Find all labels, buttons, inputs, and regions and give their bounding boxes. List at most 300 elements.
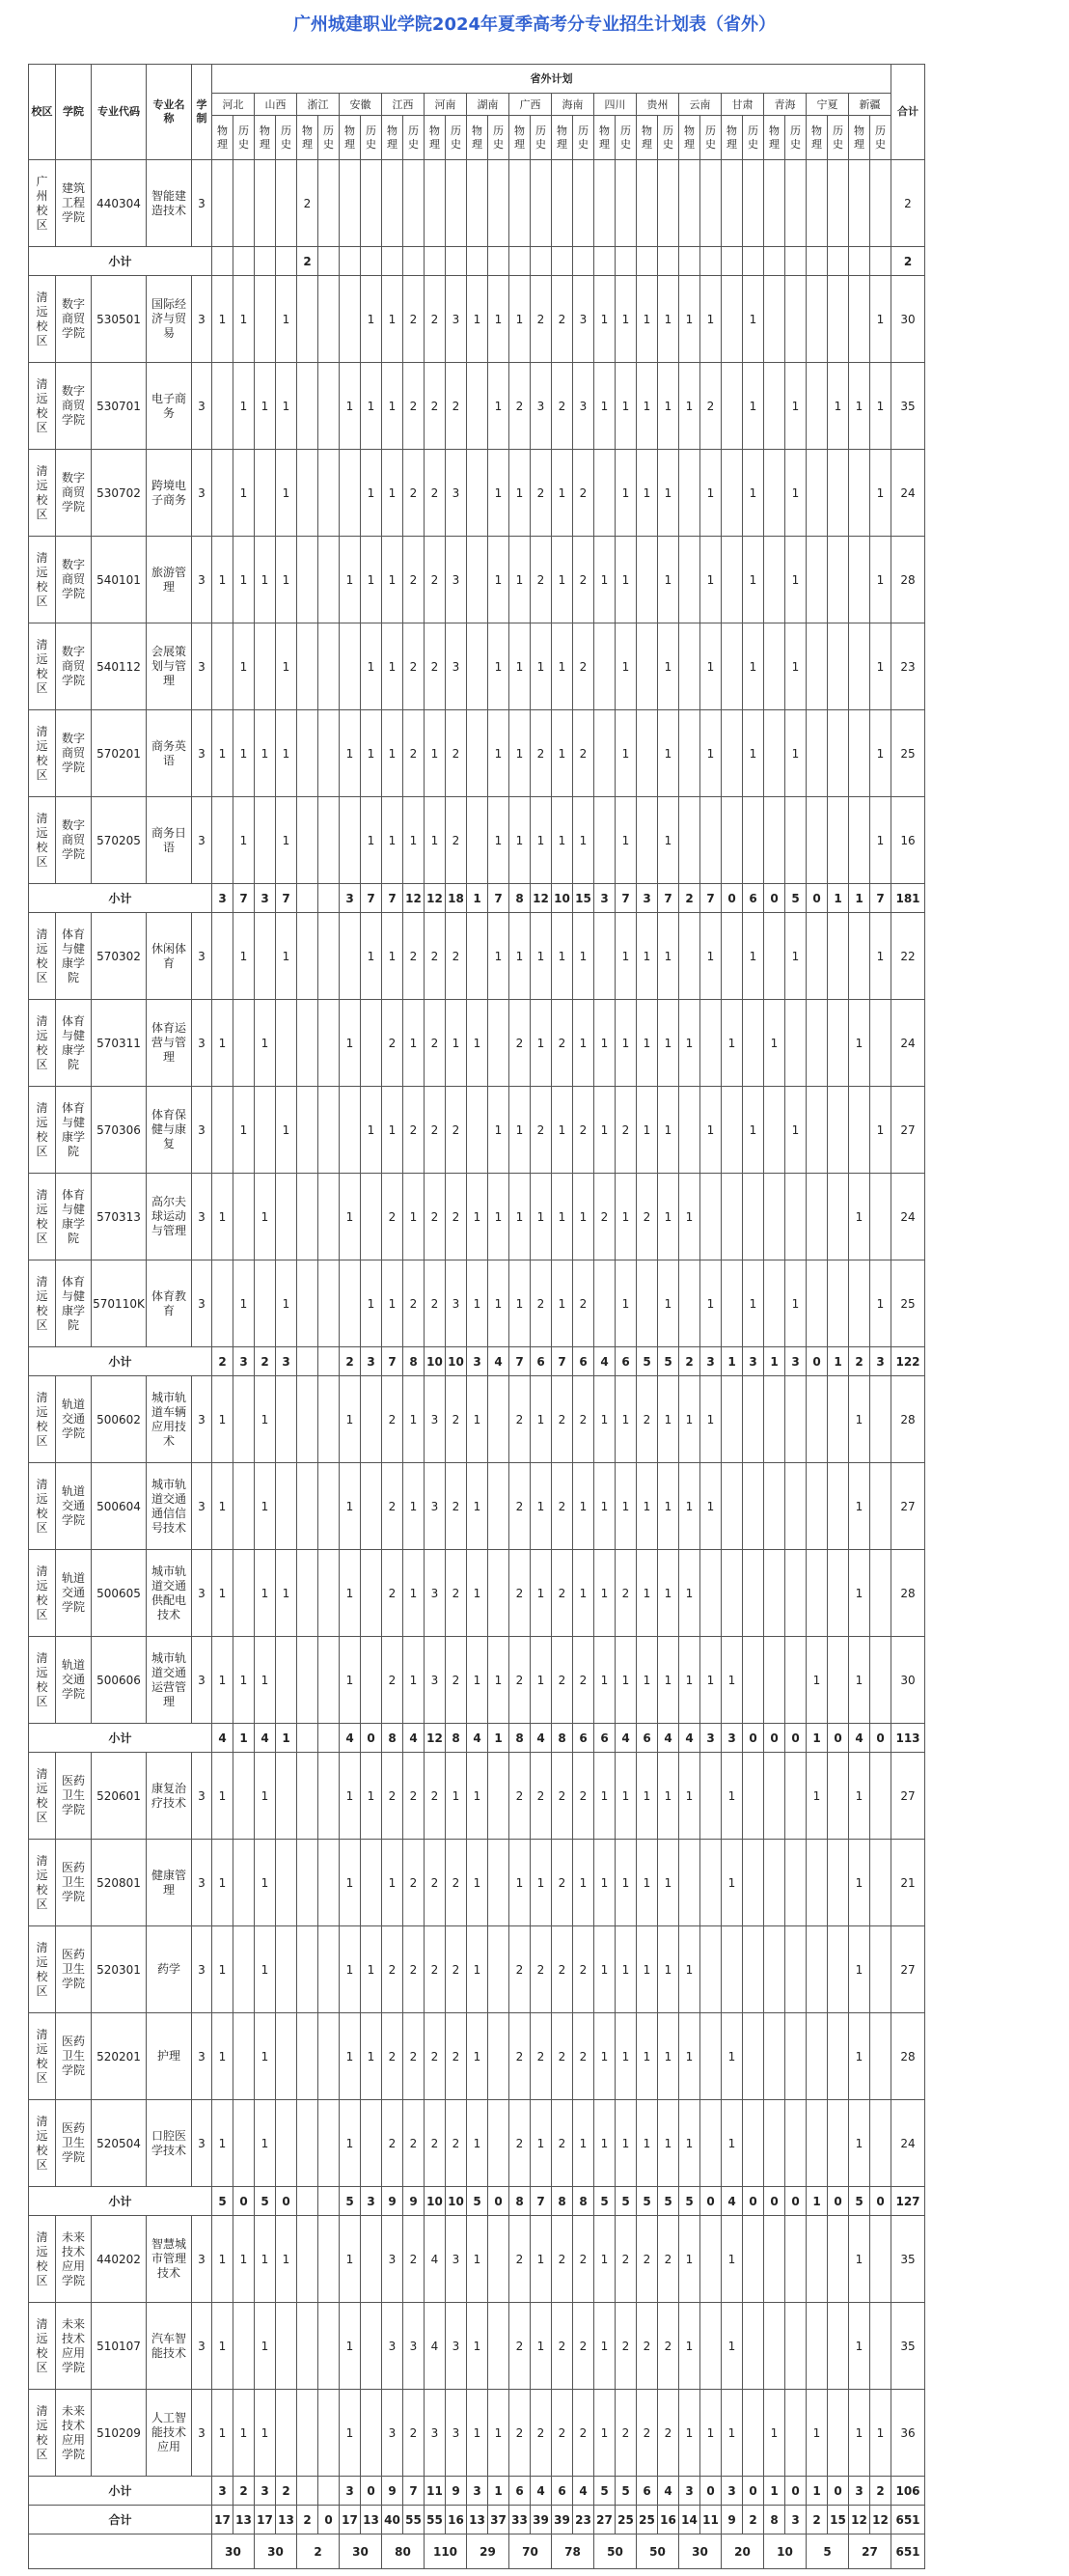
quota-cell: 2 [509,2013,531,2100]
quota-cell: 2 [531,450,552,537]
table-row [29,276,925,363]
quota-cell [764,1260,785,1347]
quota-cell [722,913,743,1000]
subtotal-cell: 12 [425,1724,446,1753]
quota-cell [828,1000,849,1087]
quota-cell: 1 [212,1753,233,1840]
subtotal-cell: 3 [743,1347,764,1376]
table-row [29,1840,925,1926]
quota-cell [828,2100,849,2187]
quota-cell: 1 [255,1550,276,1637]
quota-cell: 1 [467,2216,488,2303]
major-name-cell: 体育保健与康复 [147,1087,192,1174]
quota-cell: 1 [509,450,531,537]
subtotal-cell: 7 [361,884,382,913]
subtotal-cell [297,1347,318,1376]
quota-cell: 1 [658,1840,679,1926]
quota-cell: 1 [594,2100,616,2187]
quota-cell: 1 [403,1550,425,1637]
quota-cell: 1 [658,450,679,537]
quota-cell: 1 [658,1550,679,1637]
quota-cell: 2 [297,160,318,247]
quota-cell [679,1260,700,1347]
quota-cell [807,160,828,247]
subtotal-cell [233,247,255,276]
quota-cell: 2 [531,710,552,797]
subtotal-cell: 7 [531,2187,552,2216]
subtotal-cell: 6 [616,1347,637,1376]
quota-cell: 1 [212,2390,233,2477]
subtotal-cell: 5 [467,2187,488,2216]
quota-cell: 2 [552,1550,573,1637]
years-cell: 3 [192,1376,212,1463]
subtotal-cell: 11 [425,2477,446,2506]
quota-cell [849,276,870,363]
quota-cell [785,2303,807,2390]
major-name-cell: 汽车智能技术 [147,2303,192,2390]
quota-cell: 3 [446,2303,467,2390]
quota-cell: 1 [743,537,764,623]
quota-cell: 1 [658,537,679,623]
subtotal-cell: 2 [297,247,318,276]
quota-cell: 1 [488,913,509,1000]
quota-cell: 1 [637,1550,658,1637]
total-cell: 23 [573,2506,594,2534]
header-physics: 物理 [297,116,318,160]
quota-cell [828,160,849,247]
quota-cell: 1 [616,1174,637,1260]
subtotal-cell: 0 [488,2187,509,2216]
quota-cell: 1 [679,363,700,450]
quota-cell [870,1463,891,1550]
quota-cell: 1 [658,710,679,797]
quota-cell: 2 [573,623,594,710]
quota-cell [297,1376,318,1463]
quota-cell [637,797,658,884]
quota-cell: 1 [361,1926,382,2013]
quota-cell: 2 [573,2390,594,2477]
quota-cell: 1 [276,710,297,797]
subtotal-cell: 4 [658,2477,679,2506]
quota-cell: 1 [594,2303,616,2390]
quota-cell: 2 [531,2013,552,2100]
quota-cell [255,1087,276,1174]
header-major-code: 专业代码 [92,65,147,160]
table-row [29,160,925,247]
quota-cell: 1 [616,1376,637,1463]
campus-cell: 清远校区 [29,537,56,623]
quota-cell: 1 [403,1000,425,1087]
quota-cell: 1 [531,797,552,884]
quota-cell: 1 [722,2216,743,2303]
subtotal-cell: 0 [722,884,743,913]
quota-cell: 1 [700,1463,722,1550]
table-row [29,1463,925,1550]
subtotal-cell [318,2187,340,2216]
quota-cell: 1 [616,2013,637,2100]
quota-cell [828,1087,849,1174]
quota-cell: 2 [446,1637,467,1724]
subtotal-cell [276,247,297,276]
row-total-cell: 24 [891,2100,925,2187]
quota-cell: 2 [403,537,425,623]
quota-cell: 2 [616,2216,637,2303]
subtotal-cell: 0 [807,1347,828,1376]
quota-cell [318,276,340,363]
quota-cell [212,623,233,710]
quota-cell: 2 [552,1926,573,2013]
quota-cell [722,363,743,450]
quota-cell: 2 [382,2100,403,2187]
quota-cell [361,1463,382,1550]
row-total-cell: 2 [891,160,925,247]
subtotal-cell: 8 [446,1724,467,1753]
subtotal-cell: 0 [828,1724,849,1753]
quota-cell: 1 [658,797,679,884]
quota-cell [828,1926,849,2013]
quota-cell [700,1840,722,1926]
subtotal-cell: 8 [552,2187,573,2216]
subtotal-cell [531,247,552,276]
quota-cell [785,1926,807,2013]
quota-cell: 1 [594,1463,616,1550]
quota-cell [594,710,616,797]
quota-cell: 2 [552,2100,573,2187]
quota-cell [764,1637,785,1724]
quota-cell: 1 [616,363,637,450]
header-history: 历史 [276,116,297,160]
quota-cell [403,160,425,247]
quota-cell: 1 [509,1087,531,1174]
quota-cell: 1 [467,2303,488,2390]
quota-cell: 1 [233,276,255,363]
campus-cell: 清远校区 [29,450,56,537]
total-cell: 12 [870,2506,891,2534]
quota-cell: 1 [340,2303,361,2390]
quota-cell [807,1000,828,1087]
quota-cell [340,160,361,247]
quota-cell [297,913,318,1000]
quota-cell: 1 [637,1637,658,1724]
college-cell: 医药卫生学院 [56,1926,92,2013]
quota-cell [297,623,318,710]
quota-cell [828,913,849,1000]
quota-cell [764,2013,785,2100]
quota-cell [679,710,700,797]
subtotal-cell: 4 [467,1724,488,1753]
total-cell: 39 [552,2506,573,2534]
subtotal-cell [828,247,849,276]
quota-cell [679,913,700,1000]
quota-cell: 1 [446,1753,467,1840]
header-physics: 物理 [340,116,361,160]
quota-cell: 1 [531,1637,552,1724]
campus-cell: 清远校区 [29,1550,56,1637]
college-cell: 体育与健康学院 [56,1260,92,1347]
header-history: 历史 [616,116,637,160]
quota-cell: 2 [425,1753,446,1840]
quota-cell [807,710,828,797]
major-code-cell: 520201 [92,2013,147,2100]
years-cell: 3 [192,1840,212,1926]
quota-cell [297,2013,318,2100]
subtotal-cell: 18 [446,884,467,913]
quota-cell: 1 [679,1000,700,1087]
quota-cell: 2 [573,2013,594,2100]
quota-cell: 3 [446,537,467,623]
subtotal-cell [297,1724,318,1753]
quota-cell [488,1753,509,1840]
quota-cell [722,1087,743,1174]
quota-cell: 1 [658,1174,679,1260]
quota-cell: 1 [361,450,382,537]
quota-cell: 1 [382,623,403,710]
quota-cell: 3 [446,2390,467,2477]
quota-cell: 1 [743,710,764,797]
quota-cell [488,1000,509,1087]
quota-cell: 1 [807,2390,828,2477]
subtotal-cell: 2 [849,1347,870,1376]
quota-cell: 1 [233,2216,255,2303]
quota-cell: 2 [509,2390,531,2477]
quota-cell: 1 [255,710,276,797]
campus-cell: 清远校区 [29,1000,56,1087]
province-sum-cell: 110 [425,2534,467,2569]
quota-cell [361,1000,382,1087]
quota-cell [849,623,870,710]
quota-cell [276,1174,297,1260]
table-row [29,1087,925,1174]
quota-cell: 1 [212,1174,233,1260]
subtotal-label: 小计 [29,247,212,276]
major-name-cell: 药学 [147,1926,192,2013]
subtotal-cell: 0 [743,2187,764,2216]
quota-cell: 2 [552,1000,573,1087]
subtotal-cell: 4 [403,1724,425,1753]
quota-cell: 1 [212,1637,233,1724]
quota-cell [425,160,446,247]
subtotal-cell: 9 [446,2477,467,2506]
quota-cell: 1 [212,1550,233,1637]
quota-cell [297,450,318,537]
quota-cell: 2 [446,1174,467,1260]
province-sum-cell: 29 [467,2534,509,2569]
subtotal-cell: 7 [382,884,403,913]
subtotal-cell: 6 [637,1724,658,1753]
major-name-cell: 休闲体育 [147,913,192,1000]
major-name-cell: 人工智能技术应用 [147,2390,192,2477]
total-cell: 16 [658,2506,679,2534]
quota-cell [297,537,318,623]
subtotal-cell: 7 [488,884,509,913]
quota-cell [255,623,276,710]
quota-cell: 3 [531,363,552,450]
header-history: 历史 [700,116,722,160]
quota-cell [870,1637,891,1724]
quota-cell: 2 [382,1463,403,1550]
quota-cell: 1 [700,913,722,1000]
quota-cell: 2 [403,1926,425,2013]
subtotal-cell: 3 [870,1347,891,1376]
province-sum-total: 651 [891,2534,925,2569]
quota-cell: 1 [361,710,382,797]
subtotal-cell: 4 [255,1724,276,1753]
subtotal-cell: 4 [849,1724,870,1753]
major-name-cell: 电子商务 [147,363,192,450]
quota-cell: 1 [382,450,403,537]
quota-cell [488,2100,509,2187]
subtotal-cell: 1 [488,1724,509,1753]
quota-cell: 1 [340,710,361,797]
quota-cell: 1 [616,537,637,623]
subtotal-cell: 15 [573,884,594,913]
header-history: 历史 [658,116,679,160]
quota-cell [764,710,785,797]
row-total-cell: 28 [891,1376,925,1463]
quota-cell: 1 [233,363,255,450]
quota-cell [318,1637,340,1724]
header-college: 学院 [56,65,92,160]
subtotal-cell: 0 [764,884,785,913]
quota-cell [297,2303,318,2390]
quota-cell: 1 [573,1840,594,1926]
quota-cell: 1 [870,276,891,363]
subtotal-cell: 1 [764,1347,785,1376]
quota-cell: 1 [552,537,573,623]
quota-cell: 1 [616,1753,637,1840]
quota-cell: 1 [658,1753,679,1840]
college-cell: 医药卫生学院 [56,1753,92,1840]
subtotal-cell: 3 [361,1347,382,1376]
years-cell: 3 [192,2013,212,2100]
quota-cell: 3 [425,2390,446,2477]
quota-cell [297,2216,318,2303]
quota-cell: 1 [637,363,658,450]
subtotal-cell [637,247,658,276]
quota-cell: 2 [509,1463,531,1550]
subtotal-cell: 6 [637,2477,658,2506]
header-physics: 物理 [552,116,573,160]
subtotal-cell [509,247,531,276]
quota-cell [807,2013,828,2100]
quota-cell: 1 [679,1926,700,2013]
quota-cell [849,797,870,884]
quota-cell: 1 [594,1000,616,1087]
table-row [29,2013,925,2100]
major-name-cell: 商务日语 [147,797,192,884]
major-code-cell: 520504 [92,2100,147,2187]
quota-cell [276,2013,297,2100]
quota-cell: 1 [361,623,382,710]
major-name-cell: 城市轨道车辆应用技术 [147,1376,192,1463]
quota-cell [233,1550,255,1637]
quota-cell [764,913,785,1000]
quota-cell [743,2390,764,2477]
quota-cell: 1 [488,1087,509,1174]
quota-cell: 2 [425,1260,446,1347]
header-physics: 物理 [849,116,870,160]
years-cell: 3 [192,2100,212,2187]
quota-cell [807,450,828,537]
quota-cell [318,797,340,884]
quota-cell: 1 [849,1926,870,2013]
quota-cell [233,1000,255,1087]
header-province: 湖南 [467,94,509,116]
table-row [29,623,925,710]
quota-cell [700,1174,722,1260]
quota-cell [318,537,340,623]
quota-cell: 1 [340,537,361,623]
quota-cell: 1 [722,2390,743,2477]
total-cell: 13 [361,2506,382,2534]
quota-cell [467,450,488,537]
quota-cell: 4 [425,2303,446,2390]
total-cell: 15 [828,2506,849,2534]
header-province: 浙江 [297,94,340,116]
quota-cell: 1 [700,1260,722,1347]
quota-cell: 1 [594,1840,616,1926]
college-cell: 轨道交通学院 [56,1550,92,1637]
quota-cell [255,276,276,363]
subtotal-cell: 0 [700,2187,722,2216]
quota-cell [700,2013,722,2100]
quota-cell: 1 [233,710,255,797]
quota-cell: 1 [467,1840,488,1926]
subtotal-cell [297,2187,318,2216]
subtotal-cell: 12 [403,884,425,913]
quota-cell: 1 [488,1174,509,1260]
years-cell: 3 [192,913,212,1000]
subtotal-cell: 1 [488,2477,509,2506]
quota-cell: 1 [467,1550,488,1637]
subtotal-cell: 10 [446,2187,467,2216]
quota-cell [255,1260,276,1347]
quota-cell: 1 [616,450,637,537]
table-row [29,2100,925,2187]
quota-cell [828,537,849,623]
major-name-cell: 旅游管理 [147,537,192,623]
major-code-cell: 520801 [92,1840,147,1926]
major-name-cell: 商务英语 [147,710,192,797]
quota-cell [870,1000,891,1087]
quota-cell: 1 [573,2100,594,2187]
quota-cell [276,1840,297,1926]
row-total-cell: 22 [891,913,925,1000]
quota-cell: 1 [637,1087,658,1174]
header-history: 历史 [785,116,807,160]
subtotal-cell: 3 [212,884,233,913]
quota-cell: 1 [658,913,679,1000]
quota-cell: 3 [446,623,467,710]
campus-cell: 清远校区 [29,2013,56,2100]
quota-cell [233,1376,255,1463]
years-cell: 3 [192,160,212,247]
subtotal-cell: 6 [552,2477,573,2506]
major-code-cell: 500605 [92,1550,147,1637]
quota-cell [594,797,616,884]
campus-cell: 清远校区 [29,1376,56,1463]
quota-cell: 2 [403,2216,425,2303]
quota-cell: 1 [616,276,637,363]
subtotal-cell: 0 [276,2187,297,2216]
quota-cell: 1 [849,2013,870,2100]
quota-cell: 1 [849,2390,870,2477]
subtotal-cell [255,247,276,276]
quota-cell: 2 [382,1550,403,1637]
subtotal-cell: 5 [785,884,807,913]
quota-cell: 1 [700,1376,722,1463]
quota-cell [637,537,658,623]
